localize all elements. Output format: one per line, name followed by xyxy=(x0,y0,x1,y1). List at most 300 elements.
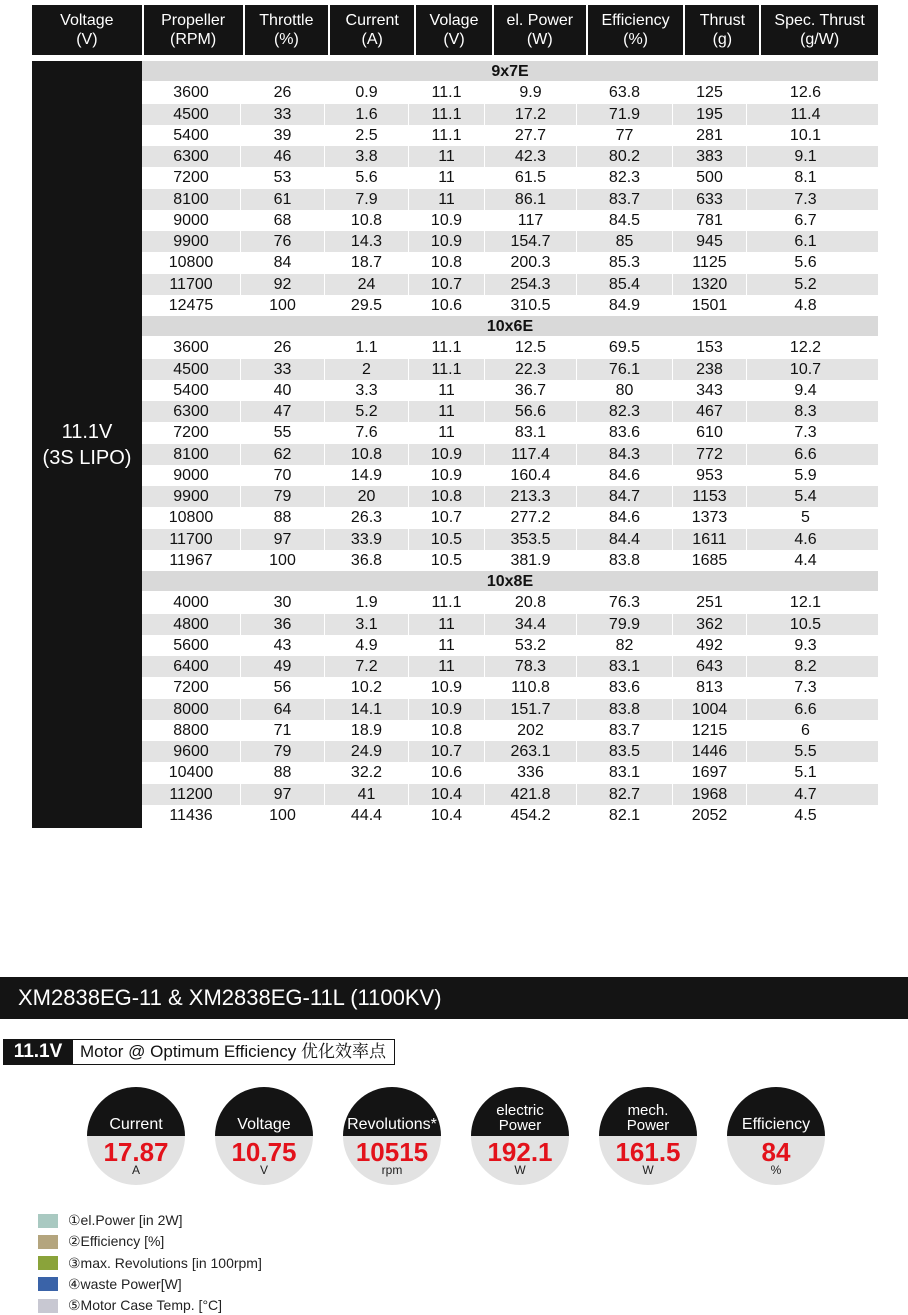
cell-volage: 11 xyxy=(409,422,485,443)
cell-volage: 10.4 xyxy=(409,805,485,826)
cell-efficiency: 83.5 xyxy=(577,741,673,762)
cell-volage: 11 xyxy=(409,614,485,635)
cell-thrust: 1004 xyxy=(673,699,747,720)
legend-swatch xyxy=(38,1256,58,1270)
cell-thrust: 1611 xyxy=(673,529,747,550)
table-row xyxy=(142,529,878,550)
cell-volage: 11 xyxy=(409,656,485,677)
cell-thrust: 362 xyxy=(673,614,747,635)
cell-efficiency: 85.4 xyxy=(577,274,673,295)
cell-throttle: 88 xyxy=(241,762,325,783)
cell-spec-thrust: 12.1 xyxy=(789,594,822,612)
cell-current: 1.9 xyxy=(325,592,409,613)
cell-throttle: 26 xyxy=(241,82,325,103)
cell-thrust: 500 xyxy=(673,167,747,188)
cell-propeller-rpm: 7200 xyxy=(142,677,241,698)
table-row xyxy=(142,337,878,358)
gauge-label-line: Power xyxy=(498,1117,542,1134)
cell-thrust: 383 xyxy=(673,146,747,167)
cell-thrust: 1685 xyxy=(673,550,747,571)
cell-efficiency: 82.7 xyxy=(577,784,673,805)
cell-spec-thrust: 9.1 xyxy=(794,148,817,165)
cell-current: 3.8 xyxy=(325,146,409,167)
gauge-current xyxy=(87,1087,185,1185)
cell-efficiency: 83.8 xyxy=(577,699,673,720)
cell-el-power: 61.5 xyxy=(485,167,577,188)
cell-volage: 10.9 xyxy=(409,465,485,486)
cell-thrust: 1125 xyxy=(673,252,747,273)
gauge-label-line: Revolutions* xyxy=(347,1116,437,1133)
cell-propeller-rpm: 12475 xyxy=(142,295,241,316)
cell-efficiency: 76.3 xyxy=(577,592,673,613)
table-row xyxy=(142,762,878,783)
cell-el-power: 254.3 xyxy=(485,274,577,295)
table-row xyxy=(142,422,878,443)
cell-el-power: 42.3 xyxy=(485,146,577,167)
cell-spec-thrust: 12.6 xyxy=(789,84,822,102)
gauge-label xyxy=(87,1087,185,1136)
legend-label: ⑤Motor Case Temp. [°C] xyxy=(68,1297,223,1314)
cell-efficiency: 84.3 xyxy=(577,444,673,465)
cell-propeller-rpm: 6300 xyxy=(142,146,241,167)
cell-el-power: 421.8 xyxy=(485,784,577,805)
legend-swatch xyxy=(38,1214,58,1228)
cell-efficiency: 80 xyxy=(577,380,673,401)
cell-throttle: 71 xyxy=(241,720,325,741)
cell-el-power: 310.5 xyxy=(485,295,577,316)
cell-thrust: 343 xyxy=(673,380,747,401)
cell-spec-thrust: 5.6 xyxy=(794,254,817,272)
cell-current: 2.5 xyxy=(325,125,409,146)
cell-spec-thrust: 7.3 xyxy=(794,679,817,697)
table-row xyxy=(142,167,878,188)
cell-el-power: 78.3 xyxy=(485,656,577,677)
cell-throttle: 33 xyxy=(241,104,325,125)
cell-el-power: 202 xyxy=(485,720,577,741)
cell-propeller-rpm: 3600 xyxy=(142,82,241,103)
cell-volage: 10.8 xyxy=(409,486,485,507)
cell-propeller-rpm: 5600 xyxy=(142,635,241,656)
cell-propeller-rpm: 3600 xyxy=(142,337,241,358)
cell-el-power: 200.3 xyxy=(485,252,577,273)
cell-efficiency: 83.6 xyxy=(577,422,673,443)
cell-el-power: 86.1 xyxy=(485,189,577,210)
cell-efficiency: 83.7 xyxy=(577,720,673,741)
cell-volage: 11 xyxy=(409,401,485,422)
cell-current: 0.9 xyxy=(325,82,409,103)
cell-thrust: 492 xyxy=(673,635,747,656)
cell-volage: 10.9 xyxy=(409,699,485,720)
table-row xyxy=(142,486,878,507)
cell-volage: 11.1 xyxy=(409,125,485,146)
gauge-value: 84 xyxy=(761,1137,791,1167)
table-row xyxy=(142,210,878,231)
cell-spec-thrust: 6.1 xyxy=(794,233,817,250)
cell-efficiency: 84.6 xyxy=(577,465,673,486)
legend-label: ①el.Power [in 2W] xyxy=(68,1212,183,1229)
cell-efficiency: 80.2 xyxy=(577,146,673,167)
header-spec-thrust: Spec. Thrust (g/W) xyxy=(761,5,878,55)
cell-propeller-rpm: 9900 xyxy=(142,231,241,252)
table-row xyxy=(142,614,878,635)
performance-table xyxy=(32,5,878,824)
cell-thrust: 195 xyxy=(673,104,747,125)
gauge-revolutions xyxy=(343,1087,441,1185)
cell-current: 32.2 xyxy=(325,762,409,783)
cell-efficiency: 83.1 xyxy=(577,656,673,677)
cell-throttle: 46 xyxy=(241,146,325,167)
cell-efficiency: 79.9 xyxy=(577,614,673,635)
cell-spec-thrust: 6.6 xyxy=(794,700,817,718)
cell-efficiency: 84.4 xyxy=(577,529,673,550)
cell-volage: 11.1 xyxy=(409,104,485,125)
cell-throttle: 36 xyxy=(241,614,325,635)
cell-volage: 11.1 xyxy=(409,337,485,358)
cell-spec-thrust: 6.7 xyxy=(794,211,817,229)
cell-spec-thrust: 7.3 xyxy=(794,190,817,208)
table-row xyxy=(142,699,878,720)
cell-current: 1.6 xyxy=(325,104,409,125)
gauge-label xyxy=(599,1087,697,1136)
header-el-power: el. Power (W) xyxy=(494,5,586,55)
legend-label: ②Efficiency [%] xyxy=(68,1233,165,1250)
cell-volage: 10.6 xyxy=(409,295,485,316)
header-efficiency: Efficiency (%) xyxy=(588,5,684,55)
cell-propeller-rpm: 11967 xyxy=(142,550,241,571)
legend-item xyxy=(38,1210,262,1231)
cell-thrust: 281 xyxy=(673,125,747,146)
cell-propeller-rpm: 4000 xyxy=(142,592,241,613)
cell-spec-thrust: 12.2 xyxy=(789,339,822,357)
cell-el-power: 20.8 xyxy=(485,592,577,613)
cell-current: 29.5 xyxy=(325,295,409,316)
cell-throttle: 70 xyxy=(241,465,325,486)
cell-spec-thrust: 9.3 xyxy=(794,636,817,654)
cell-current: 14.9 xyxy=(325,465,409,486)
table-row xyxy=(142,677,878,698)
cell-efficiency: 83.6 xyxy=(577,677,673,698)
cell-spec-thrust: 8.1 xyxy=(794,169,817,187)
gauge-label xyxy=(727,1087,825,1136)
cell-current: 26.3 xyxy=(325,507,409,528)
voltage-value: 11.1V xyxy=(61,420,113,443)
gauge-label xyxy=(471,1087,569,1136)
table-rows xyxy=(142,61,878,828)
header-voltage: Voltage (V) xyxy=(32,5,142,55)
cell-propeller-rpm: 6400 xyxy=(142,656,241,677)
cell-volage: 11 xyxy=(409,189,485,210)
cell-volage: 11 xyxy=(409,167,485,188)
cell-thrust: 238 xyxy=(673,359,747,380)
cell-propeller-rpm: 4500 xyxy=(142,359,241,380)
cell-el-power: 83.1 xyxy=(485,422,577,443)
cell-throttle: 100 xyxy=(241,550,325,571)
table-body xyxy=(32,61,878,828)
cell-el-power: 154.7 xyxy=(485,231,577,252)
table-row xyxy=(142,380,878,401)
cell-current: 24 xyxy=(325,274,409,295)
cell-current: 3.1 xyxy=(325,614,409,635)
cell-efficiency: 63.8 xyxy=(577,82,673,103)
cell-throttle: 53 xyxy=(241,167,325,188)
cell-current: 7.6 xyxy=(325,422,409,443)
gauge-value: 161.5 xyxy=(615,1137,681,1167)
cell-el-power: 12.5 xyxy=(485,337,577,358)
cell-thrust: 1153 xyxy=(673,486,747,507)
cell-el-power: 381.9 xyxy=(485,550,577,571)
cell-el-power: 263.1 xyxy=(485,741,577,762)
gauge-unit: % xyxy=(770,1163,782,1177)
cell-efficiency: 76.1 xyxy=(577,359,673,380)
cell-thrust: 1697 xyxy=(673,762,747,783)
cell-throttle: 43 xyxy=(241,635,325,656)
table-row xyxy=(142,720,878,741)
cell-spec-thrust: 10.1 xyxy=(789,126,822,144)
cell-thrust: 1446 xyxy=(673,741,747,762)
propeller-group-title: 10x8E xyxy=(142,571,878,592)
legend-swatch xyxy=(38,1277,58,1291)
cell-efficiency: 84.5 xyxy=(577,210,673,231)
cell-el-power: 22.3 xyxy=(485,359,577,380)
gauge-label xyxy=(343,1087,441,1136)
cell-volage: 11.1 xyxy=(409,592,485,613)
cell-current: 24.9 xyxy=(325,741,409,762)
cell-current: 18.7 xyxy=(325,252,409,273)
cell-volage: 10.8 xyxy=(409,720,485,741)
table-row xyxy=(142,784,878,805)
cell-spec-thrust: 5.1 xyxy=(794,764,817,782)
cell-volage: 10.6 xyxy=(409,762,485,783)
cell-efficiency: 84.6 xyxy=(577,507,673,528)
cell-propeller-rpm: 11700 xyxy=(142,274,241,295)
gauge-unit: W xyxy=(514,1163,526,1177)
cell-spec-thrust: 8.2 xyxy=(794,658,817,675)
model-title: XM2838EG-11 & XM2838EG-11L (1100KV) xyxy=(18,985,442,1010)
cell-spec-thrust: 5.5 xyxy=(794,743,817,760)
cell-propeller-rpm: 5400 xyxy=(142,380,241,401)
gauge-row xyxy=(87,1087,827,1187)
cell-propeller-rpm: 4500 xyxy=(142,104,241,125)
table-row xyxy=(142,592,878,613)
gauge-unit: A xyxy=(131,1163,140,1177)
cell-current: 36.8 xyxy=(325,550,409,571)
optimum-caption: Motor @ Optimum Efficiency 优化效率点 xyxy=(73,1039,395,1065)
cell-throttle: 26 xyxy=(241,337,325,358)
cell-efficiency: 83.8 xyxy=(577,550,673,571)
cell-el-power: 9.9 xyxy=(485,82,577,103)
gauge-label-line: electric xyxy=(496,1102,544,1119)
legend xyxy=(38,1210,262,1315)
gauge-efficiency xyxy=(727,1087,825,1185)
cell-volage: 11.1 xyxy=(409,359,485,380)
cell-spec-thrust: 5.9 xyxy=(794,466,817,484)
cell-efficiency: 82.1 xyxy=(577,805,673,826)
legend-label: ④waste Power[W] xyxy=(68,1275,182,1292)
legend-item xyxy=(38,1253,262,1274)
cell-current: 14.1 xyxy=(325,699,409,720)
cell-throttle: 88 xyxy=(241,507,325,528)
cell-throttle: 84 xyxy=(241,252,325,273)
cell-el-power: 454.2 xyxy=(485,805,577,826)
gauge-label-line: Voltage xyxy=(237,1116,291,1133)
cell-volage: 11 xyxy=(409,380,485,401)
cell-propeller-rpm: 8000 xyxy=(142,699,241,720)
cell-throttle: 61 xyxy=(241,189,325,210)
cell-propeller-rpm: 11436 xyxy=(142,805,241,826)
table-row xyxy=(142,805,878,826)
cell-propeller-rpm: 10800 xyxy=(142,507,241,528)
cell-spec-thrust: 7.3 xyxy=(794,424,817,442)
cell-efficiency: 85 xyxy=(577,231,673,252)
cell-throttle: 100 xyxy=(241,805,325,826)
cell-thrust: 643 xyxy=(673,656,747,677)
cell-propeller-rpm: 8100 xyxy=(142,189,241,210)
legend-item xyxy=(38,1295,262,1315)
cell-el-power: 336 xyxy=(485,762,577,783)
cell-current: 10.2 xyxy=(325,677,409,698)
legend-label: ③max. Revolutions [in 100rpm] xyxy=(68,1254,262,1271)
cell-current: 33.9 xyxy=(325,529,409,550)
voltage-column xyxy=(32,61,142,828)
cell-throttle: 100 xyxy=(241,295,325,316)
cell-current: 2 xyxy=(325,359,409,380)
cell-current: 10.8 xyxy=(325,210,409,231)
cell-thrust: 251 xyxy=(673,592,747,613)
cell-current: 44.4 xyxy=(325,805,409,826)
cell-throttle: 97 xyxy=(241,529,325,550)
cell-efficiency: 82.3 xyxy=(577,401,673,422)
table-row xyxy=(142,104,878,125)
cell-el-power: 56.6 xyxy=(485,401,577,422)
cell-propeller-rpm: 9000 xyxy=(142,465,241,486)
cell-el-power: 117 xyxy=(485,210,577,231)
table-row xyxy=(142,635,878,656)
cell-spec-thrust: 10.7 xyxy=(789,360,822,378)
gauge-value: 10.75 xyxy=(231,1137,297,1167)
header-volage: Volage (V) xyxy=(416,5,492,55)
header-propeller: Propeller (RPM) xyxy=(144,5,243,55)
cell-thrust: 1968 xyxy=(673,784,747,805)
gauge-unit: rpm xyxy=(381,1163,403,1177)
cell-thrust: 125 xyxy=(673,82,747,103)
cell-current: 3.3 xyxy=(325,380,409,401)
cell-propeller-rpm: 9900 xyxy=(142,486,241,507)
header-thrust: Thrust (g) xyxy=(685,5,759,55)
voltage-badge: 11.1V xyxy=(3,1039,73,1065)
gauge-value: 192.1 xyxy=(487,1137,553,1167)
cell-current: 5.2 xyxy=(325,401,409,422)
cell-throttle: 79 xyxy=(241,741,325,762)
cell-volage: 10.7 xyxy=(409,507,485,528)
cell-propeller-rpm: 11200 xyxy=(142,784,241,805)
battery-type: (3S LIPO) xyxy=(42,446,132,469)
cell-propeller-rpm: 5400 xyxy=(142,125,241,146)
cell-el-power: 110.8 xyxy=(485,677,577,698)
cell-propeller-rpm: 11700 xyxy=(142,529,241,550)
cell-current: 7.9 xyxy=(325,189,409,210)
cell-el-power: 160.4 xyxy=(485,465,577,486)
cell-efficiency: 82 xyxy=(577,635,673,656)
cell-spec-thrust: 5.4 xyxy=(794,488,817,505)
gauge-label-line: Current xyxy=(109,1116,163,1133)
table-row xyxy=(142,444,878,465)
cell-el-power: 213.3 xyxy=(485,486,577,507)
cell-throttle: 62 xyxy=(241,444,325,465)
table-row xyxy=(142,274,878,295)
cell-current: 7.2 xyxy=(325,656,409,677)
cell-propeller-rpm: 9000 xyxy=(142,210,241,231)
cell-propeller-rpm: 4800 xyxy=(142,614,241,635)
optimum-label-row xyxy=(3,1039,395,1065)
cell-thrust: 1215 xyxy=(673,720,747,741)
cell-propeller-rpm: 6300 xyxy=(142,401,241,422)
table-header-row xyxy=(32,5,878,55)
table-row xyxy=(142,507,878,528)
cell-propeller-rpm: 7200 xyxy=(142,422,241,443)
cell-volage: 11.1 xyxy=(409,82,485,103)
cell-el-power: 53.2 xyxy=(485,635,577,656)
legend-item xyxy=(38,1231,262,1252)
cell-volage: 10.5 xyxy=(409,529,485,550)
gauge-value: 17.87 xyxy=(103,1137,169,1167)
cell-thrust: 772 xyxy=(673,444,747,465)
cell-spec-thrust: 9.4 xyxy=(794,381,817,399)
gauge-value: 10515 xyxy=(355,1137,429,1167)
cell-spec-thrust: 4.4 xyxy=(794,551,817,569)
table-row xyxy=(142,656,878,677)
cell-propeller-rpm: 10800 xyxy=(142,252,241,273)
cell-throttle: 40 xyxy=(241,380,325,401)
cell-el-power: 27.7 xyxy=(485,125,577,146)
cell-thrust: 1501 xyxy=(673,295,747,316)
cell-spec-thrust: 4.8 xyxy=(794,296,817,314)
cell-current: 10.8 xyxy=(325,444,409,465)
cell-volage: 10.7 xyxy=(409,741,485,762)
cell-efficiency: 82.3 xyxy=(577,167,673,188)
gauge-unit: V xyxy=(259,1163,268,1177)
cell-efficiency: 69.5 xyxy=(577,337,673,358)
cell-efficiency: 77 xyxy=(577,125,673,146)
cell-volage: 11 xyxy=(409,635,485,656)
cell-throttle: 79 xyxy=(241,486,325,507)
cell-thrust: 781 xyxy=(673,210,747,231)
cell-efficiency: 84.7 xyxy=(577,486,673,507)
legend-swatch xyxy=(38,1299,58,1313)
cell-spec-thrust: 4.6 xyxy=(794,530,817,548)
cell-throttle: 56 xyxy=(241,677,325,698)
table-row xyxy=(142,146,878,167)
cell-throttle: 47 xyxy=(241,401,325,422)
table-row xyxy=(142,82,878,103)
table-row xyxy=(142,231,878,252)
gauge-voltage xyxy=(215,1087,313,1185)
cell-thrust: 1320 xyxy=(673,274,747,295)
cell-volage: 10.8 xyxy=(409,252,485,273)
cell-thrust: 467 xyxy=(673,401,747,422)
cell-spec-thrust: 6.6 xyxy=(794,445,817,463)
propeller-group-title: 9x7E xyxy=(142,61,878,82)
cell-current: 4.9 xyxy=(325,635,409,656)
cell-volage: 10.9 xyxy=(409,210,485,231)
cell-propeller-rpm: 8800 xyxy=(142,720,241,741)
cell-thrust: 153 xyxy=(673,337,747,358)
cell-efficiency: 71.9 xyxy=(577,104,673,125)
gauge-unit: W xyxy=(642,1163,654,1177)
cell-volage: 10.7 xyxy=(409,274,485,295)
cell-current: 41 xyxy=(325,784,409,805)
table-row xyxy=(142,359,878,380)
cell-throttle: 49 xyxy=(241,656,325,677)
